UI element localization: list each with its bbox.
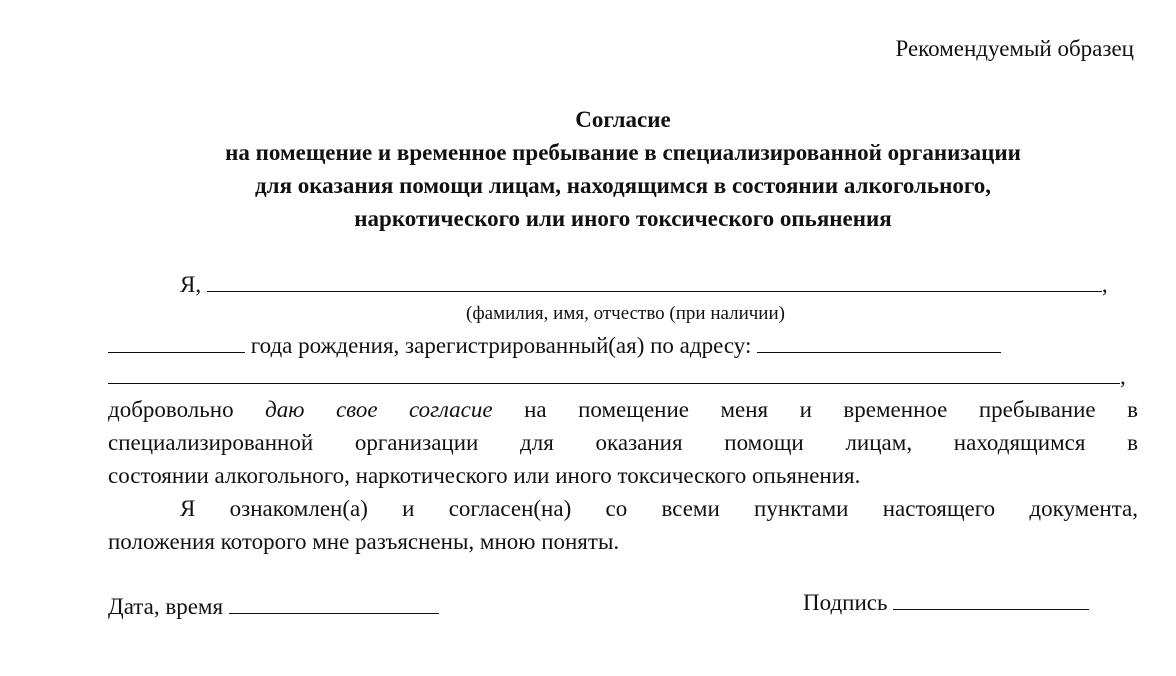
consent-line-1: добровольно даю свое согласие на помещение меня и временное пребывание в [108, 397, 1138, 422]
signature-field[interactable] [893, 591, 1089, 610]
consent-paragraph [108, 393, 1138, 492]
consent-line-3: состоянии алкогольного, наркотического или иного токсического опьянения. [108, 463, 861, 488]
document-title [108, 103, 1138, 235]
title-line-4: наркотического или иного токсического опьянения [354, 206, 892, 231]
date-time-field[interactable] [229, 595, 439, 614]
ack-line-1: Я ознакомлен(а) и согласен(на) со всеми пунктами настоящего документа, [180, 496, 1138, 521]
address-row-2 [108, 364, 1138, 390]
title-line-1: Согласие [575, 107, 671, 132]
acknowledgement-paragraph [108, 492, 1138, 558]
address-field-1[interactable] [757, 334, 1001, 353]
recommended-sample-label: Рекомендуемый образец [895, 36, 1134, 61]
title-line-2: на помещение и временное пребывание в специализированной организации [225, 140, 1021, 165]
consent-line-2: специализированной организации для оказания помощи лицам, находящимся в [108, 430, 1138, 455]
birth-address-row [108, 333, 1138, 359]
fio-comma: , [1101, 272, 1108, 297]
birth-address-text: года рождения, зарегистрированный(ая) по адресу: [250, 333, 752, 358]
fio-row [108, 272, 1138, 298]
date-time-label: Дата, время [108, 594, 224, 619]
birth-year-field[interactable] [108, 334, 245, 353]
address-field-2[interactable] [108, 365, 1120, 384]
signature-label: Подпись [803, 590, 888, 615]
fio-caption: (фамилия, имя, отчество (при наличии) [466, 303, 785, 324]
consent-emphasis: даю свое согласие [265, 397, 493, 422]
i-label: Я, [180, 272, 202, 297]
date-time-row [108, 594, 439, 620]
address-comma: , [1120, 364, 1126, 389]
title-line-3: для оказания помощи лицам, находящимся в состоянии алкогольного, [255, 173, 991, 198]
signature-row [803, 590, 1089, 616]
fio-field[interactable] [207, 273, 1102, 292]
ack-line-2: положения которого мне разъяснены, мною поняты. [108, 529, 620, 554]
